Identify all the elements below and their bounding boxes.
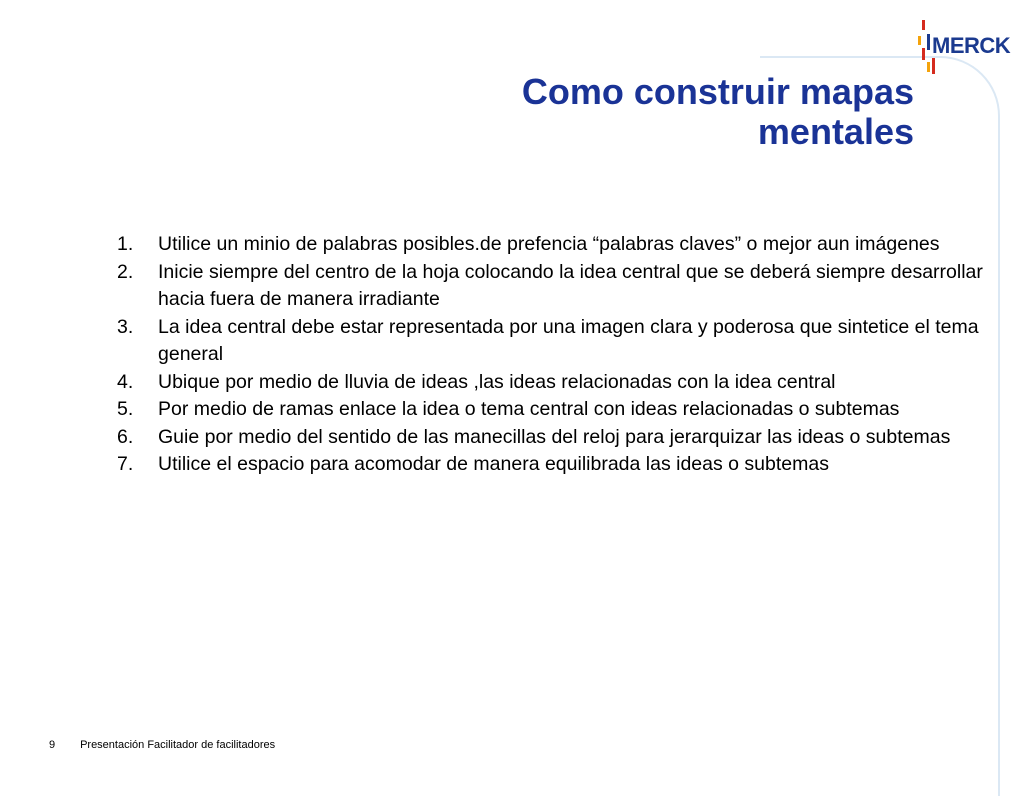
list-item-number: 5.: [117, 398, 134, 420]
list-item: [117, 424, 987, 452]
list-item-number: 3.: [117, 315, 134, 338]
merck-logo: [918, 18, 1018, 78]
list-item-text: Ubique por medio de lluvia de ideas ,las ideas relacionadas con la idea central: [158, 370, 836, 393]
page-number: 9: [49, 739, 56, 751]
title-line-1: Como construir mapas: [521, 71, 914, 112]
list-item: [117, 396, 987, 424]
list-item-number: 6.: [117, 425, 134, 448]
list-item-text: Guie por medio del sentido de las manecillas del reloj para jerarquizar las ideas o subtemas: [158, 425, 951, 448]
list-item-text: Utilice el espacio para acomodar de manera equilibrada las ideas o subtemas: [158, 453, 829, 475]
list-item-text: Inicie siempre del centro de la hoja colocando la idea central que se deberá siempre desarrollar hacia fuera de manera irradiante: [158, 260, 983, 310]
list-item-text: Utilice un minio de palabras posibles.de prefencia “palabras claves” o mejor aun imágenes: [158, 233, 940, 255]
list-item: [117, 369, 987, 397]
logo-text: MERCK: [932, 33, 1011, 58]
list-item-number: 7.: [117, 453, 134, 475]
list-item-number: 2.: [117, 260, 134, 283]
points-list: [117, 231, 987, 479]
footer: [49, 739, 275, 751]
list-item-text: Por medio de ramas enlace la idea o tema central con ideas relacionadas o subtemas: [158, 398, 900, 420]
list-item-text: La idea central debe estar representada por una imagen clara y poderosa que sintetice el tema general: [158, 315, 979, 365]
footer-text: Presentación Facilitador de facilitadores: [80, 739, 276, 751]
title-line-2: mentales: [757, 111, 914, 152]
list-item-number: 1.: [117, 233, 134, 255]
list-item: [117, 231, 987, 259]
list-item: [117, 259, 987, 314]
list-item: [117, 451, 987, 479]
list-item: [117, 314, 987, 369]
list-item-number: 4.: [117, 370, 134, 393]
slide-title: [394, 72, 914, 152]
